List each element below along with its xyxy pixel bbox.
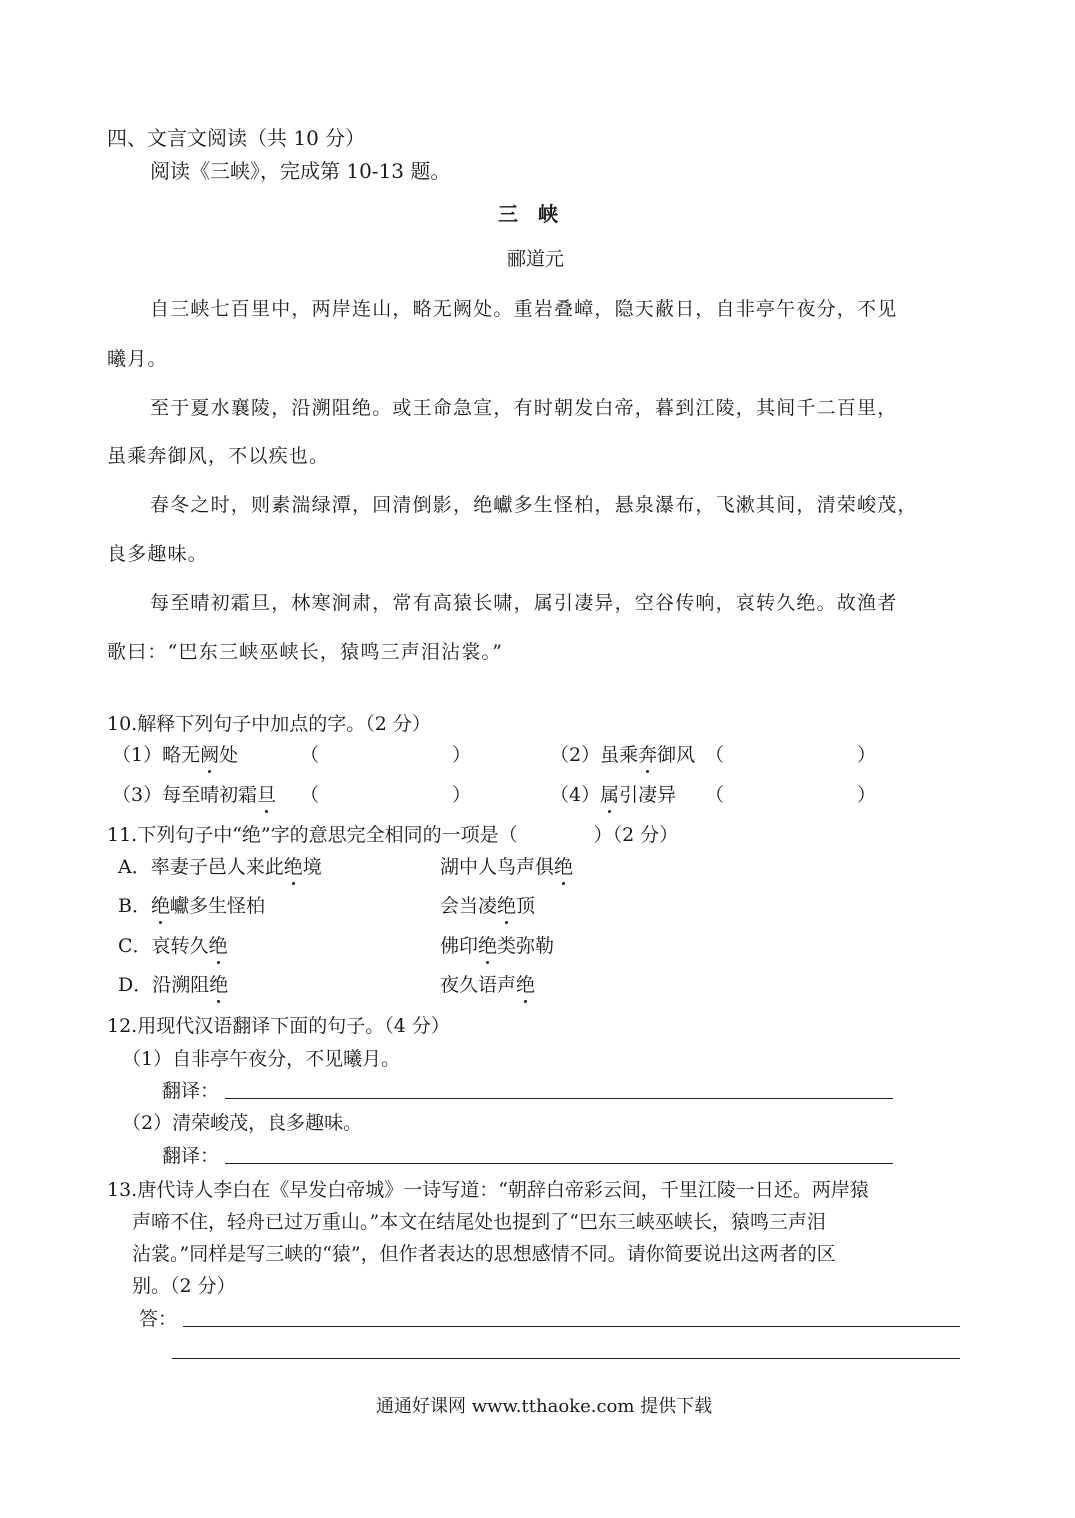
q12-sentence-2: （2）清荣峻茂，良多趣味。 [122,1112,363,1134]
emphasis-dot-char: 属 [600,780,619,807]
emphasis-dot-char: 绝 [554,852,573,879]
q11-option-a-second: 湖中人鸟声俱绝 [440,852,573,879]
passage-p3-line1: 春冬之时，则素湍绿潭，回清倒影，绝巘多生怪柏，悬泉瀑布，飞漱其间，清荣峻茂， [150,494,918,516]
q12-answer-line-1[interactable] [225,1098,893,1099]
section-heading: 四、文言文阅读（共 10 分） [107,126,366,150]
emphasis-dot-char: 旦 [257,780,276,807]
q11-stem: 11.下列句子中“绝”字的意思完全相同的一项是（ ）（2 分） [107,824,679,846]
q13-line-2: 声啼不住，轻舟已过万重山。”本文在结尾处也提到了“巴东三峡巫峡长，猿鸣三声泪 [132,1211,826,1233]
section-instruction: 阅读《三峡》，完成第 10-13 题。 [150,159,451,183]
emphasis-dot-char: 阙 [200,740,219,767]
q10-item-4: （4）属引凄异 [550,780,676,807]
q10-item-3: （3）每至晴初霜旦 [112,780,276,807]
q12-stem: 12.用现代汉语翻译下面的句子。（4 分） [107,1015,450,1037]
q10-item-2: （2）虽乘奔御风 [550,740,695,767]
passage-p2-line1: 至于夏水襄陵，沿溯阻绝。或王命急宣，有时朝发白帝，暮到江陵，其间千二百里， [150,397,898,419]
q13-answer-label: 答： [139,1308,178,1330]
q11-option-a[interactable]: A．率妻子邑人来此绝境 [118,852,322,879]
q11-option-b-second: 会当凌绝顶 [440,891,535,918]
q12-translate-label-2: 翻译： [162,1145,220,1167]
emphasis-dot-char: 绝 [284,852,303,879]
emphasis-dot-char: 绝 [209,970,228,997]
passage-p4-line1: 每至晴初霜旦，林寒涧肃，常有高猿长啸，属引凄异，空谷传响，哀转久绝。故渔者 [150,592,898,614]
q10-answer-blank-4[interactable]: （ ） [705,784,877,806]
emphasis-dot-char: 绝 [497,891,516,918]
q11-option-c-second: 佛印绝类弥勒 [440,931,554,958]
q13-line-3: 沾裳。”同样是写三峡的“猿”，但作者表达的思想感情不同。请你简要说出这两者的区 [132,1243,836,1265]
q12-answer-line-2[interactable] [225,1163,893,1164]
passage-title: 三 峡 [498,202,558,226]
q12-sentence-1: （1）自非亭午夜分，不见曦月。 [122,1048,401,1070]
emphasis-dot-char: 绝 [151,891,170,918]
passage-p4-line2: 歌曰：“巴东三峡巫峡长，猿鸣三声泪沾裳。” [107,641,504,663]
passage-p2-line2: 虽乘奔御风，不以疾也。 [107,445,330,467]
emphasis-dot-char: 奔 [638,740,657,767]
page-footer: 通通好课网 www.tthaoke.com 提供下载 [376,1396,713,1417]
emphasis-dot-char: 绝 [516,970,535,997]
q11-option-c[interactable]: C．哀转久绝 [118,931,228,958]
emphasis-dot-char: 绝 [478,931,497,958]
emphasis-dot-char: 绝 [209,931,228,958]
passage-p1-line1: 自三峡七百里中，两岸连山，略无阙处。重岩叠嶂，隐天蔽日，自非亭午夜分，不见 [150,298,898,320]
q13-answer-line-2[interactable] [172,1358,960,1359]
passage-author: 郦道元 [507,248,565,270]
q11-option-b[interactable]: B．绝巘多生怪柏 [118,891,265,918]
q13-answer-line-1[interactable] [183,1326,960,1327]
q12-translate-label-1: 翻译： [162,1080,220,1102]
passage-p3-line2: 良多趣味。 [107,543,209,565]
q13-line-4: 别。（2 分） [132,1275,236,1297]
q13-line-1: 13.唐代诗人李白在《早发白帝城》一诗写道：“朝辞白帝彩云间，千里江陵一日还。两岸猿 [107,1179,869,1201]
q10-answer-blank-3[interactable]: （ ） [300,784,472,806]
q11-option-d-second: 夜久语声绝 [440,970,535,997]
q10-item-1: （1）略无阙处 [112,740,238,767]
q10-answer-blank-2[interactable]: （ ） [705,744,877,766]
q11-option-d[interactable]: D．沿溯阻绝 [118,970,228,997]
q10-stem: 10.解释下列句子中加点的字。（2 分） [107,713,431,735]
q10-answer-blank-1[interactable]: （ ） [300,744,472,766]
passage-p1-line2: 曦月。 [107,348,168,370]
